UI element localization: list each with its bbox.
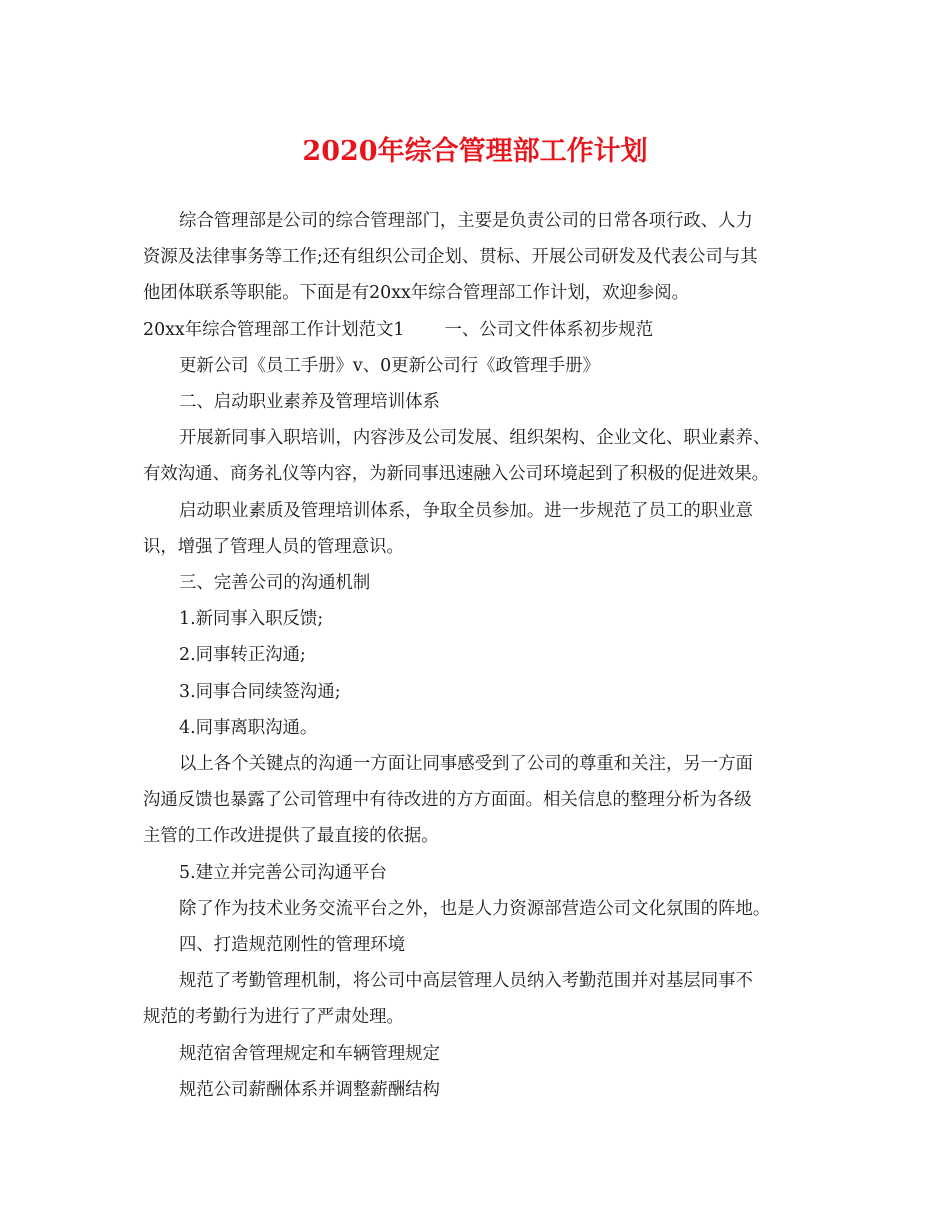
document-title: 2020年综合管理部工作计划 — [302, 136, 648, 167]
section-heading: 二、启动职业素养及管理培训体系 — [179, 392, 440, 413]
paragraph-line: 综合管理部是公司的综合管理部门，主要是负责公司的日常各项行政、人力 — [179, 211, 753, 231]
list-item: 2.同事转正沟通; — [179, 645, 306, 666]
list-item: 1.新同事入职反馈; — [179, 609, 324, 630]
paragraph-line: 以上各个关键点的沟通一方面让同事感受到了公司的尊重和关注，另一方面 — [179, 754, 753, 775]
section-heading: 三、完善公司的沟通机制 — [179, 573, 371, 594]
paragraph-line: 有效沟通、商务礼仪等内容，为新同事迅速融入公司环境起到了积极的促进效果。 — [143, 464, 770, 485]
paragraph-line: 资源及法律事务等工作;还有组织公司企划、贯标、开展公司研发及代表公司与其 — [143, 247, 758, 268]
paragraph-line: 更新公司《员工手册》v、0更新公司行《政管理手册》 — [179, 355, 600, 376]
paragraph-line: 规范宿舍管理规定和车辆管理规定 — [179, 1043, 440, 1064]
paragraph-line: 识，增强了管理人员的管理意识。 — [143, 536, 404, 557]
section-heading: 四、打造规范刚性的管理环境 — [179, 935, 406, 956]
paragraph-line: 沟通反馈也暴露了公司管理中有待改进的方方面面。相关信息的整理分析为各级 — [143, 790, 752, 811]
paragraph-line: 规范了考勤管理机制，将公司中高层管理人员纳入考勤范围并对基层同事不 — [179, 971, 753, 992]
paragraph-line: 他团体联系等职能。下面是有20xx年综合管理部工作计划，欢迎参阅。 — [143, 283, 690, 304]
document-body — [143, 203, 808, 1108]
list-item: 4.同事离职沟通。 — [179, 717, 318, 738]
paragraph-line: 规范的考勤行为进行了严肃处理。 — [143, 1007, 404, 1028]
section-heading: 一、公司文件体系初步规范 — [444, 319, 654, 340]
list-item: 5.建立并完善公司沟通平台 — [179, 862, 387, 883]
paragraph-line: 主管的工作改进提供了最直接的依据。 — [143, 826, 439, 847]
paragraph-line: 启动职业素质及管理培训体系，争取全员参加。进一步规范了员工的职业意 — [179, 500, 753, 521]
list-item: 3.同事合同续签沟通; — [179, 681, 341, 702]
paragraph-line-combined — [143, 312, 808, 348]
sample-heading: 20xx年综合管理部工作计划范文1 — [143, 319, 405, 340]
paragraph-line: 开展新同事入职培训，内容涉及公司发展、组织架构、企业文化、职业素养、 — [179, 428, 771, 449]
paragraph-line: 除了作为技术业务交流平台之外，也是人力资源部营造公司文化氛围的阵地。 — [179, 898, 771, 919]
paragraph-line: 规范公司薪酬体系并调整薪酬结构 — [179, 1079, 440, 1100]
